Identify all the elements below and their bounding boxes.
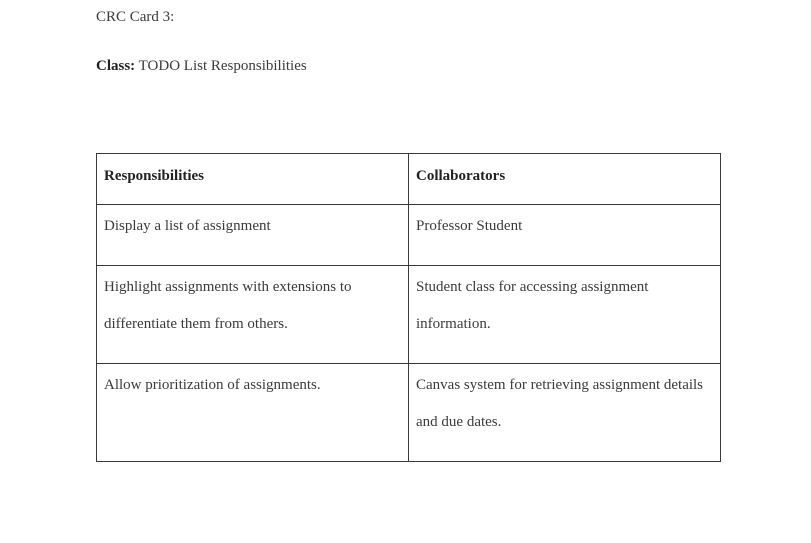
- responsibility-text: Allow prioritization of assignments.: [104, 377, 321, 393]
- responsibility-cell: [97, 364, 409, 462]
- class-name: TODO List Responsibilities: [138, 58, 307, 74]
- collaborator-text: Student class for accessing assignment information.: [416, 279, 649, 332]
- responsibility-cell: [97, 205, 409, 266]
- crc-table: [96, 153, 721, 462]
- card-title: CRC Card 3:: [96, 9, 175, 25]
- table-row: [97, 266, 721, 364]
- table-row: [97, 205, 721, 266]
- table-row: [97, 364, 721, 462]
- collaborator-cell: [409, 266, 721, 364]
- class-line: [96, 56, 307, 76]
- table-header-row: [97, 154, 721, 205]
- class-label: Class:: [96, 58, 136, 74]
- responsibilities-header: Responsibilities: [97, 154, 409, 205]
- responsibility-text: Display a list of assignment: [104, 218, 271, 234]
- collaborator-text: Professor Student: [416, 218, 523, 234]
- collaborator-text: Canvas system for retrieving assignment details and due dates.: [416, 377, 704, 430]
- responsibility-cell: [97, 266, 409, 364]
- collaborator-cell: [409, 205, 721, 266]
- collaborators-header: Collaborators: [409, 154, 721, 205]
- responsibility-text: Highlight assignments with extensions to differentiate them from others.: [104, 279, 352, 332]
- collaborator-cell: [409, 364, 721, 462]
